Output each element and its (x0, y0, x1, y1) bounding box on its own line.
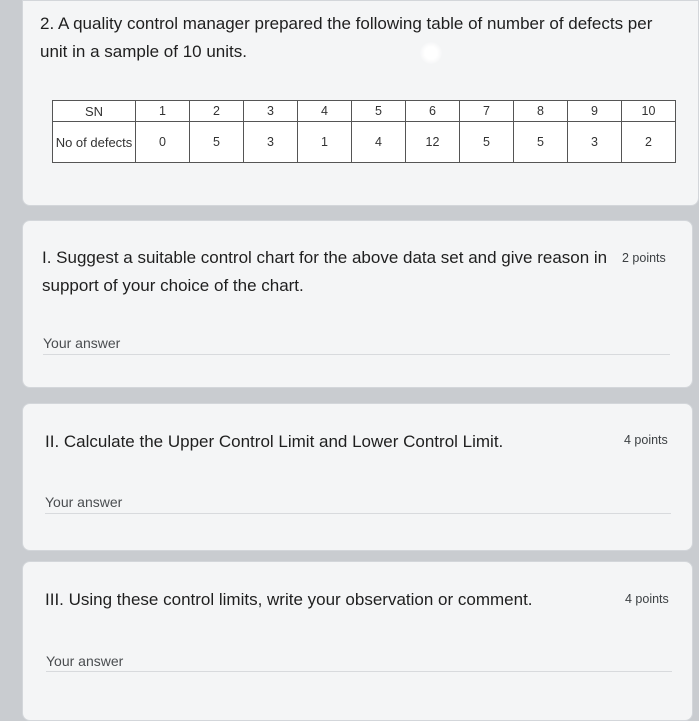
table-cell: 4 (298, 101, 352, 122)
question-1-points: 2 points (622, 251, 666, 265)
table-cell: 6 (406, 101, 460, 122)
table-cell: 5 (190, 122, 244, 163)
answer-input-2[interactable]: Your answer (45, 494, 123, 510)
table-cell: 2 (190, 101, 244, 122)
table-row-defects (53, 122, 676, 163)
table-cell: 10 (622, 101, 676, 122)
table-cell: 7 (460, 101, 514, 122)
answer-underline-3 (46, 671, 672, 672)
photo-glare (420, 42, 442, 64)
table-header-sn: SN (53, 101, 136, 122)
table-cell: 3 (244, 122, 298, 163)
table-cell: 3 (244, 101, 298, 122)
table-cell: 2 (622, 122, 676, 163)
answer-input-3[interactable]: Your answer (46, 653, 124, 669)
answer-underline-2 (45, 513, 671, 514)
table-row-sn (53, 101, 676, 122)
table-cell: 1 (136, 101, 190, 122)
question-1-title: I. Suggest a suitable control chart for the above data set and give reason in support of your choice of the chart. (42, 248, 608, 295)
table-cell: 3 (568, 122, 622, 163)
defects-table (52, 100, 676, 163)
table-cell: 8 (514, 101, 568, 122)
table-header-defects: No of defects (53, 122, 136, 163)
question-3-title: III. Using these control limits, write your observation or comment. (45, 590, 533, 609)
question-3-points: 4 points (625, 592, 669, 606)
question-2-points: 4 points (624, 433, 668, 447)
question-2-title: II. Calculate the Upper Control Limit and Lower Control Limit. (45, 432, 504, 451)
table-cell: 0 (136, 122, 190, 163)
answer-underline-1 (43, 354, 670, 355)
question-card-2 (22, 403, 693, 551)
question-card-3 (22, 561, 693, 721)
table-cell: 12 (406, 122, 460, 163)
answer-input-1[interactable]: Your answer (43, 335, 121, 351)
table-cell: 5 (514, 122, 568, 163)
table-cell: 4 (352, 122, 406, 163)
table-cell: 9 (568, 101, 622, 122)
table-cell: 1 (298, 122, 352, 163)
table-cell: 5 (460, 122, 514, 163)
question-title: 2. A quality control manager prepared the following table of number of defects per unit in a sample of 10 units. (40, 14, 653, 61)
table-cell: 5 (352, 101, 406, 122)
